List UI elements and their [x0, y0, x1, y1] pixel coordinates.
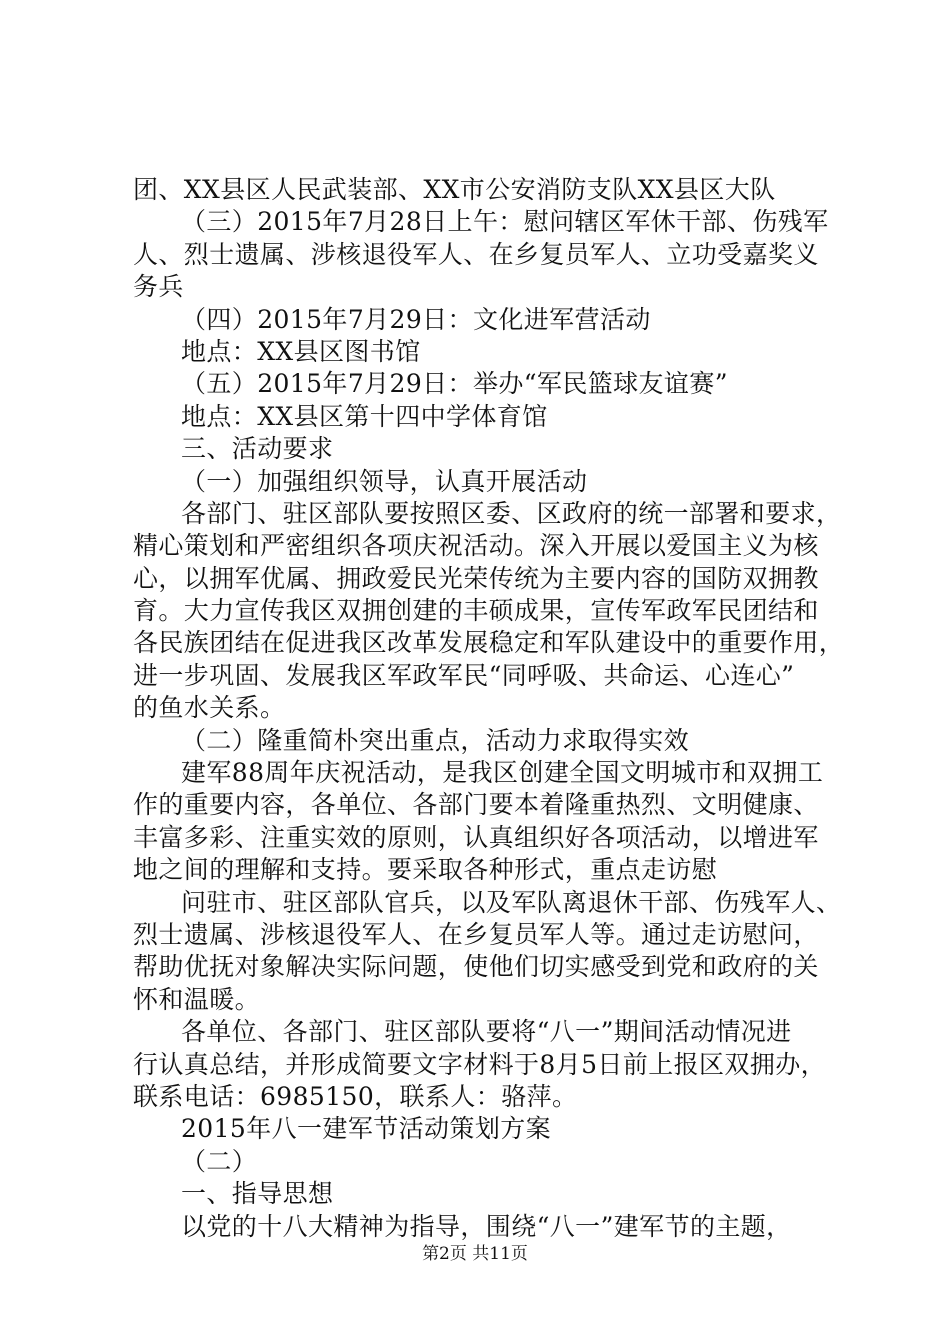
- text-line: 务兵: [133, 272, 184, 302]
- text-line: 各单位、各部门、驻区部队要将“八一”期间活动情况进: [181, 1017, 792, 1047]
- text-line: 联系电话：6985150，联系人：骆萍。: [133, 1081, 578, 1111]
- text-line: （三）2015年7月28日上午：慰问辖区军休干部、伤残军: [181, 207, 829, 237]
- text-line: （二）: [181, 1146, 258, 1176]
- text-line: 以党的十八大精神为指导，围绕“八一”建军节的主题，: [181, 1211, 792, 1241]
- document-body: [133, 174, 845, 1243]
- text-line: 团、XX县区人民武装部、XX市公安消防支队XX县区大队: [133, 175, 776, 204]
- text-line: 丰富多彩、注重实效的原则，认真组织好各项活动，以增进军: [133, 822, 819, 852]
- page-number-label: 第2页 共11页: [422, 1244, 528, 1264]
- text-line: 地点：XX县区图书馆: [181, 336, 421, 366]
- text-line: （二）隆重简朴突出重点，活动力求取得实效: [181, 725, 690, 755]
- text-line: 地点：XX县区第十四中学体育馆: [181, 401, 548, 431]
- text-line: 三、活动要求: [181, 434, 334, 464]
- text-line: 作的重要内容，各单位、各部门要本着隆重热烈、文明健康、: [133, 790, 819, 820]
- text-line: 进一步巩固、发展我区军政军民“同呼吸、共命运、心连心”: [133, 660, 795, 690]
- text-line: （五）2015年7月29日：举办“军民篮球友谊赛”: [181, 369, 728, 399]
- text-line: 烈士遗属、涉核退役军人、在乡复员军人等。通过走访慰问，: [133, 919, 819, 949]
- text-line: 一、指导思想: [181, 1179, 334, 1209]
- text-line: 各部门、驻区部队要按照区委、区政府的统一部署和要求，: [181, 498, 842, 528]
- text-line: 各民族团结在促进我区改革发展稳定和军队建设中的重要作用，: [133, 628, 845, 658]
- text-line: 地之间的理解和支持。要采取各种形式，重点走访慰: [133, 855, 718, 885]
- text-line: 人、烈士遗属、涉核退役军人、在乡复员军人、立功受嘉奖义: [133, 239, 819, 269]
- text-line: 帮助优抚对象解决实际问题，使他们切实感受到党和政府的关: [133, 952, 819, 982]
- text-line: 问驻市、驻区部队官兵，以及军队离退休干部、伤残军人、: [181, 887, 842, 917]
- text-line: （一）加强组织领导，认真开展活动: [181, 466, 588, 496]
- text-line: 精心策划和严密组织各项庆祝活动。深入开展以爱国主义为核: [133, 531, 819, 561]
- text-line: 建军88周年庆祝活动，是我区创建全国文明城市和双拥工: [181, 758, 824, 788]
- text-line: 2015年八一建军节活动策划方案: [181, 1114, 552, 1144]
- page-footer: [0, 1243, 950, 1265]
- text-line: 怀和温暖。: [133, 984, 261, 1014]
- text-line: 育。大力宣传我区双拥创建的丰硕成果，宣传军政军民团结和: [133, 596, 819, 626]
- text-line: 行认真总结，并形成简要文字材料于8月5日前上报区双拥办，: [133, 1049, 827, 1079]
- text-line: 的鱼水关系。: [133, 693, 286, 723]
- text-line: 心，以拥军优属、拥政爱民光荣传统为主要内容的国防双拥教: [133, 563, 819, 593]
- text-line: （四）2015年7月29日：文化进军营活动: [181, 304, 651, 334]
